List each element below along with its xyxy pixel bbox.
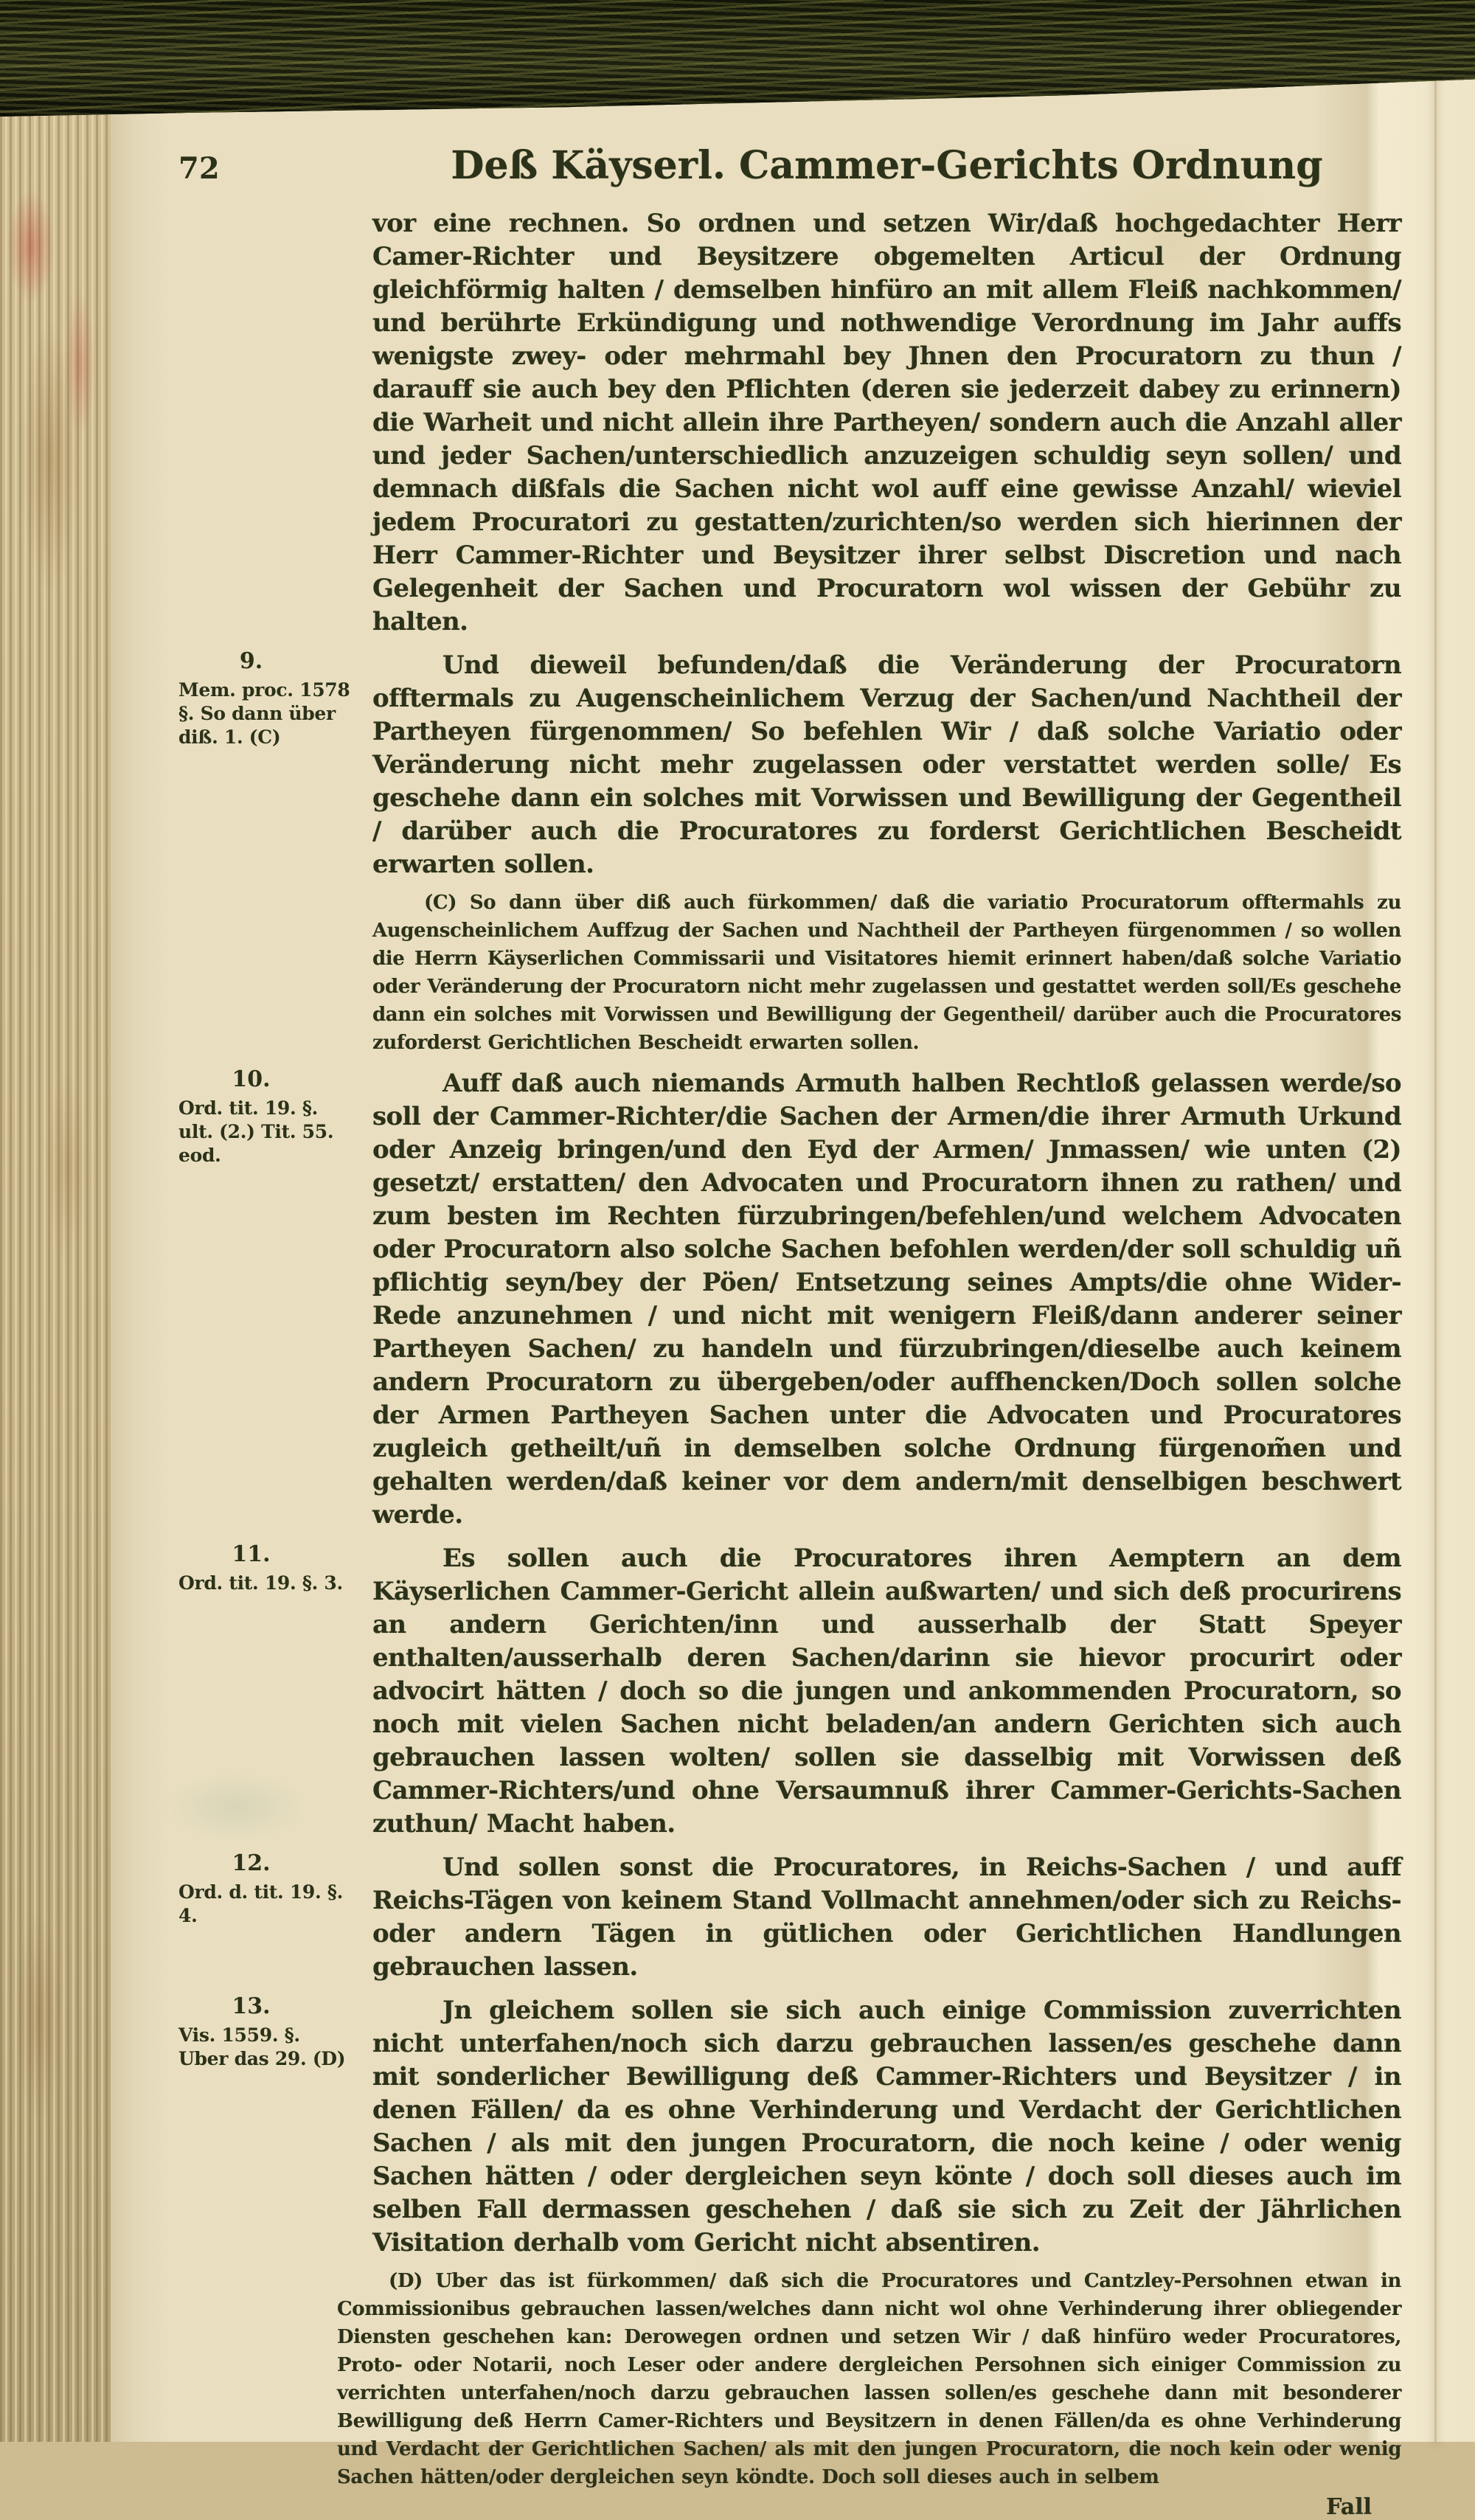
intro-section: [111, 207, 1401, 639]
margin-note-9: [111, 649, 372, 1057]
section-number: 9.: [239, 648, 263, 674]
margin-note-11: [111, 1542, 372, 1841]
section-10: [111, 1067, 1401, 1532]
section-paragraph: Und dieweil befunden/daß die Veränderung der Procuratorn offtermals zu Augenscheinlichem Verzug der Sachen/und Nachtheil der Partheyen fürgenommen/ So befehlen Wir / daß solche Variatio oder Veränderung nicht mehr zugelassen oder verstattet werden solle/ Es geschehe dann ein solches mit Vorwissen und Bewilligung der Gegentheil / darüber auch die Procuratores zu forderst Gerichtlichen Bescheidt erwarten sollen.: [372, 650, 1401, 879]
section-number: 10.: [232, 1066, 271, 1092]
margin-citation: Vis. 1559. §. Uber das 29. (D): [178, 2024, 346, 2069]
margin-citation: Mem. proc. 1578 §. So dann über diß. 1. (C): [178, 679, 350, 748]
catchword: Fall: [1326, 2494, 1372, 2520]
section-number: 13.: [232, 1993, 271, 2019]
annotation-paragraph-c: (C) So dann über diß auch fürkommen/ daß die variatio Procuratorum offtermahls zu Augenscheinlichem Auffzug der Sachen und Nachtheil der Partheyen fürgenommen / so wollen die Herrn Käyserlichen Commissarii und Visitatores hiemit erinnert haben/daß solche Variatio oder Veränderung der Procuratorn nicht mehr zugelassen und gestattet werden soll/Es geschehe dann ein solches mit Vorwissen und Bewilligung der Gegentheil/ darüber auch die Procuratores zuforderst Gerichtlichen Bescheidt erwarten sollen.: [372, 892, 1401, 1054]
margin-citation: Ord. tit. 19. §. ult. (2.) Tit. 55. eod.: [178, 1097, 334, 1166]
section-9: [111, 649, 1401, 1057]
section-paragraph: Auff daß auch niemands Armuth halben Rechtloß gelassen werde/so soll der Cammer-Richter/die Sachen der Armen/die ihrer Armuth Urkund oder Anzeig bringen/und den Eyd der Armen/ Jnmassen/ wie unten (2) gesetzt/ erstatten/ den Advocaten und Procuratorn ihnen zu rathen/ und zum besten im Rechten fürzubringen/befehlen/und welchem Advocaten oder Procuratorn also solche Sachen befohlen werden/der soll schuldig uñ pflichtig seyn/bey der Pöen/ Entsetzung seines Ampts/die ohne Wider-Rede anzunehmen / und nicht mit wenigern Fleiß/dann anderer seiner Partheyen Sachen/ zu handeln und fürzubringen/dieselbe auch keinem andern Procuratorn zu übergeben/oder auffhencken/Doch sollen solche der Armen Partheyen Sachen unter die Advocaten und Procuratores zugleich getheilt/uñ in demselben solche Ordnung fürgenom̃en und gehalten werden/daß keiner vor dem andern/mit denselbigen beschwert werde.: [372, 1069, 1401, 1530]
section-number: 11.: [232, 1541, 271, 1567]
margin-note-13: [111, 1994, 372, 2520]
section-paragraph: Es sollen auch die Procuratores ihren Aemptern an dem Käyserlichen Cammer-Gericht allein außwarten/ und sich deß procurirens an andern Gerichten/inn und ausserhalb der Statt Speyer enthalten/ausserhalb deren Sachen/darinn sie hievor procurirt oder advocirt hätten / doch so die jungen und ankommenden Procuratorn, so noch mit vielen Sachen nicht beladen/an andern Gerichten sich auch gebrauchen lassen wolten/ sollen sie dasselbig mit Vorwissen deß Cammer-Richters/und ohne Versaumnuß ihrer Cammer-Gerichts-Sachen zuthun/ Macht haben.: [372, 1544, 1401, 1839]
section-13: [111, 1994, 1401, 2520]
page-number: 72: [178, 151, 220, 186]
margin-note-10: [111, 1067, 372, 1532]
section-12: [111, 1851, 1401, 1984]
annotation-paragraph-d: (D) Uber das ist fürkommen/ daß sich die Procuratores und Cantzley-Persohnen etwan in Commissionibus gebrauchen lassen/welches dann nicht wol ohne Verhinderung ihrer obliegender Diensten geschehen kan: Derowegen ordnen und setzen Wir / daß hinfüro weder Procuratores, Proto- oder Notarii, noch Leser oder andere dergleichen Persohnen sich einiger Commission zu verrichten unterfahen/noch darzu gebrauchen lassen sollen/es geschehe dann mit besonderer Bewilligung deß Herrn Camer-Richters und Beysitzern in denen Fällen/da es ohne Verhinderung und Verdacht der Gerichtlichen Sachen/ als mit den jungen Procuratorn, die noch kein oder wenig Sachen hätten/oder dergleichen seyn köndte. Doch soll dieses auch in selbem: [337, 2270, 1401, 2488]
section-paragraph: Und sollen sonst die Procuratores, in Reichs-Sachen / und auff Reichs-Tägen von keinem Stand Vollmacht annehmen/oder sich zu Reichs- oder andern Tägen in gütlichen oder Gerichtlichen Handlungen gebrauchen lassen.: [372, 1853, 1401, 1982]
page-header: [111, 143, 1401, 188]
margin-empty: [111, 207, 372, 639]
intro-paragraph: vor eine rechnen. So ordnen und setzen Wir/daß hochgedachter Herr Camer-Richter und Beysitzere obgemelten Articul der Ordnung gleichförmig halten / demselben hinfüro an mit allem Fleiß nachkommen/ und berührte Erkündigung und nothwendige Verordnung im Jahr auffs wenigste zwey- oder mehrmahl bey Jhnen den Procuratorn zu thun / darauff sie auch bey den Pflichten (deren sie jederzeit dabey zu erinnern) die Warheit und nicht allein ihre Partheyen/ sondern auch die Anzahl aller und jeder Sachen/unterschiedlich anzuzeigen schuldig seyn sollen/ und demnach dißfals die Sachen nicht wol auff eine gewisse Anzahl/ wieviel jedem Procuratori zu gestatten/zurichten/so werden sich hierinnen der Herr Cammer-Richter und Beysitzer ihrer selbst Discretion und nach Gelegenheit der Sachen und Procuratorn wol wissen der Gebühr zu halten.: [372, 209, 1401, 636]
page-fore-edges: [0, 81, 111, 2442]
section-paragraph: Jn gleichem sollen sie sich auch einige Commission zuverrichten nicht unterfahen/noch sich darzu gebrauchen lassen/es geschehe dann mit sonderlicher Bewilligung deß Cammer-Richters und Beysitzer / in denen Fällen/ da es ohne Verhinderung und Verdacht der Gerichtlichen Sachen / als mit den jungen Procuratorn, die noch keine / oder wenig Sachen hätten / oder dergleichen seyn könte / doch soll dieses auch im selben Fall dermassen geschehen / daß sie sich zu Zeit der Jährlichen Visitation derhalb vom Gericht nicht absentiren.: [372, 1996, 1401, 2257]
page-title: Deß Käyserl. Cammer-Gerichts Ordnung: [451, 143, 1323, 188]
margin-note-12: [111, 1851, 372, 1984]
page-content: [111, 96, 1475, 2520]
section-11: [111, 1542, 1401, 1841]
section-number: 12.: [232, 1850, 271, 1876]
margin-citation: Ord. tit. 19. §. 3.: [178, 1572, 343, 1594]
margin-citation: Ord. d. tit. 19. §. 4.: [178, 1881, 343, 1926]
